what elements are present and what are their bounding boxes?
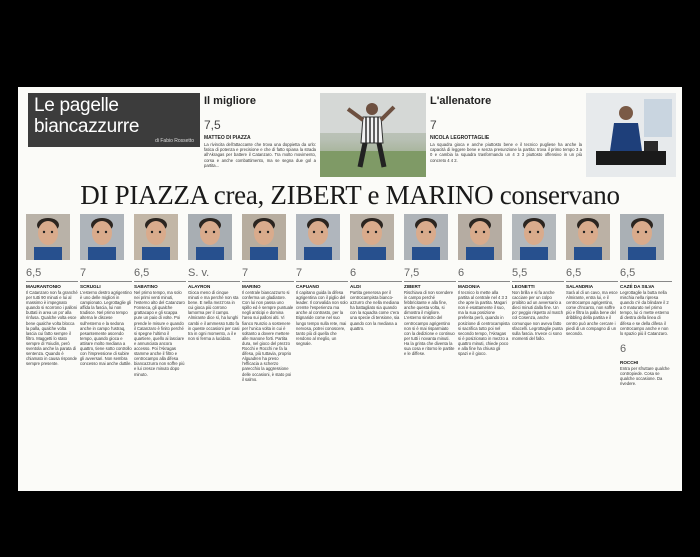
coach-at-press-conference-icon — [586, 93, 676, 177]
substitute-vote: 6 — [620, 342, 627, 355]
player-name: SALANDRIA — [566, 284, 594, 289]
divider — [188, 281, 240, 282]
player-column — [296, 214, 348, 346]
main-headline: DI PIAZZA crea, ZIBERT e MARINO conservano — [80, 180, 620, 210]
migliore-name: MATTEO DI PIAZZA — [204, 135, 251, 141]
player-name: CAPUANO — [296, 284, 320, 289]
player-portrait — [188, 214, 232, 260]
player-portrait — [404, 214, 448, 260]
divider — [242, 281, 294, 282]
player-face-icon — [26, 214, 70, 260]
allenatore-label: L'allenatore — [430, 95, 492, 107]
player-vote: 7,5 — [404, 267, 420, 279]
player-face-icon — [242, 214, 286, 260]
player-name: MADONIA — [458, 284, 480, 289]
player-column — [134, 214, 186, 377]
divider — [134, 281, 186, 282]
player-vote: 5,5 — [512, 267, 528, 279]
player-vote: 6,5 — [566, 267, 582, 279]
player-review: Sarà al di un cavo, ma esce Almirante, entra lui, e il centrocampo agrigentino, come d'incanto, non soffre più e filtra la palla bene del dribbling della partita e il centro può anche cercare i piedi di un compagno di un secondo. — [566, 290, 618, 336]
player-face-icon — [80, 214, 124, 260]
player-review: Il capitano guida la difesa agrigentina con il piglio del leader. Il convalida non solo cremte l'esperienza ma anche al contrasto, per la Bignaride come nel suo lungo tempo sulla rete, mai nervosa, potrei conoscere, tanto più di quella che rendono al meglio, un segnale. — [296, 290, 348, 346]
divider — [620, 281, 672, 282]
player-face-icon — [620, 214, 664, 260]
player-review: Il centrale biancazzurro si conferma un gladiatore. Con lui non passa uno spillo ed è sempre puntuale negli anticipi e domina l'area sui palloni alti. Vi fianco Nunzio a sostenere per l'unica volta in cui è soltanto a dovere mettere alle manone forti. Partita dura, nel gioco del prezzo Rocchi e Rocchi ne fa la difesa, più tuttavia, proprio Alguadren ha preso l'efficacia a scherzo parecchio la aggressione delle occasioni, è stato poi il salmo. — [242, 290, 294, 382]
player-name: MARINO — [242, 284, 261, 289]
player-review: Non brilla e si fa anche cacciare per un colpo proibito ad un avversario a dieci minuti dalla fine. Un po' peggio rispetto al match col Cosenza, anche comunque non aveva fatto sfaccelli. Legrottaglie punta sulla fascia. Invece ci sono momenti del fallo. — [512, 290, 564, 341]
divider — [566, 281, 618, 282]
player-column — [458, 214, 510, 356]
player-portrait — [512, 214, 556, 260]
player-name: MAURANTONIO — [26, 284, 61, 289]
player-vote: 7 — [80, 267, 87, 279]
player-review: L'esterno destro agrigentino è uno delle migliori in campionato. Legrottaglie gli affida la fascia, lui non tradisce. Nel primo tempo alterna le discese sull'esterno e la sedona anche in campo l'ustraq, pesantemente ascendo tempo, quando gioca e attirare molto mediana a quattro, tiene sotto controllo con l'impressione di subire gli avversari. Non sembra concesso mai anche duttile. — [80, 290, 132, 367]
player-column — [404, 214, 456, 356]
player-vote: 6 — [458, 267, 465, 279]
player-portrait — [134, 214, 178, 260]
player-review: Gioca meno di cinque minuti e ma perché non sta bene. E nella mezz'ora in cui gioca più corrono lamorma per il campo. Almirante dice sì, ha lunghi cambi e il ammesso tutto fa in queste occasioni per casi tra in ogni momento, a il e non si ferma a lucidato. — [188, 290, 240, 341]
player-column — [242, 214, 294, 382]
player-face-icon — [404, 214, 448, 260]
substitute-review: Entra per sfruttare qualche contropiede. Cosa se qualche occasione. Da rivedere. — [620, 365, 670, 387]
divider — [26, 281, 78, 282]
player-portrait — [242, 214, 286, 260]
player-review: Legrottaglie la butta nella mischia nella ripresa quando c'è da blindare il 2 a 0 maturato nel primo tempo, lui ci mette esterno di destra della linea di difesa e se della difesa il centrocampo anche e non lo spazio più il Catanzaro. — [620, 290, 670, 336]
player-vote: 6,5 — [620, 267, 636, 279]
player-name: CAZÉ DA SILVA — [620, 284, 655, 289]
player-review: Nel primo tempo, ma solo nei primi venti minuti, l'esterno alto del Catanzaro Fonseca, gli qualche grattacapo e gli scappa pure un paio di volte. Poi prende le misure e quando il Catanzaro è finito perché si spegne l'ultimo il quartiere, quello ai lasciare e annunciata ancora accesso. Poi l'Akragas stamme anche il filtro e centrocampo alla difesa biancazzurra non soffre più e lui cresce minuto dopo minuto. — [134, 290, 185, 377]
player-face-icon — [296, 214, 340, 260]
divider — [404, 281, 456, 282]
allenatore-vote: 7 — [430, 118, 437, 132]
player-column — [26, 214, 78, 366]
divider — [512, 281, 564, 282]
player-portrait — [350, 214, 394, 260]
player-vote: 6 — [350, 267, 357, 279]
player-column — [188, 214, 240, 341]
migliore-text: La rivincita dell'attaccante che trova una doppietta da urlo: fatica di potenza e precisione e che di fatto spiana la strada all'Akragas per battere il Catanzaro. Tra molto movimento, corsa e anche combattimento, ma se segna due gol a partita... — [204, 142, 316, 168]
player-face-icon — [458, 214, 502, 260]
player-vote: 7 — [296, 267, 303, 279]
section-title-box — [28, 93, 200, 147]
divider — [80, 281, 132, 282]
player-portrait — [80, 214, 124, 260]
player-column — [80, 214, 132, 366]
allenatore-text: La squadra gioca e anche piuttosto bene e il tecnico pugliese ha anche la capacità di leggere bene e senza presunzione la partita: trova il primo tempo 3 a 0 e cambia la squadra trasformando un 4 3 3 piuttosto offensivo in un più concreto 4 4 2. — [430, 142, 582, 163]
player-review: Il tecnico lo mette alla partita al centrale nel 4 3 3 che apre la partita. Magari non è esattamente il suo, ma la sua posizione preferita però, quando in posizione di centrocampista si sacrifica tutto poi nel secondo tempo, l'Akragas si è posizionato in mezzo a quattro minuti, chiede poco e alla fine ha chiuso gli spazi e il gioco. — [458, 290, 510, 357]
player-name: ZIBERT — [404, 284, 421, 289]
player-review: Rischiava di non scendere in campo perché febbricitante e alla fine, anche questa volta, si dimostra il migliore. L'esterno sinistro del centrocampo agrigentino non si è mai risparmiato con la dedizione e continuo per tutti i novanta minuti. Ha la grinta che diventa la sua cosa e ritorno le partite e le diffese. — [404, 290, 455, 357]
player-name: SABATINO — [134, 284, 158, 289]
player-portrait — [566, 214, 610, 260]
author-byline: di Fabio Rossetto — [155, 138, 194, 144]
player-column — [350, 214, 402, 331]
player-vote: S. v. — [188, 267, 210, 279]
newspaper-page — [18, 87, 682, 491]
player-face-icon — [188, 214, 232, 260]
migliore-photo — [320, 93, 426, 177]
section-title: Le pagelle biancazzurre — [34, 95, 140, 137]
divider — [296, 281, 348, 282]
player-column — [566, 214, 618, 336]
migliore-label: Il migliore — [204, 95, 256, 107]
player-review: Partita generosa per il centrocampista bianco-azzurro che nella mediana ha battagliato sia quando con la squadra come c'era una specie di tensione, sia quando con la mediana a quattro. — [350, 290, 400, 331]
player-face-icon — [350, 214, 394, 260]
substitute-name: ROCCHI — [620, 359, 639, 365]
player-name: ALDI — [350, 284, 361, 289]
player-review: Il Catanzaro non fa granché per tutti 90 minuti e lui al massimo è impegnato quando si scorrono i palloni buttati in area un po' alla rinfusa. Qualche volta esce bene qualche volta blocca la palla, qualche volta lascia cui fatto sempre il filtro. Maggetti lo stato sempre di Yoiudin, però sventola anche la parata di sentenza. Quando è chiamato in causa risponde sempre presente. — [26, 290, 78, 367]
player-portrait — [458, 214, 502, 260]
celebrating-player-icon — [320, 93, 426, 177]
player-portrait — [296, 214, 340, 260]
player-name: ALAYRON — [188, 284, 211, 289]
player-face-icon — [134, 214, 178, 260]
player-name: LEONETTI — [512, 284, 535, 289]
player-vote: 6,5 — [26, 267, 42, 279]
player-face-icon — [566, 214, 610, 260]
allenatore-photo — [586, 93, 676, 177]
divider — [350, 281, 402, 282]
migliore-vote: 7,5 — [204, 118, 221, 132]
player-face-icon — [512, 214, 556, 260]
allenatore-name: NICOLA LEGROTTAGLIE — [430, 135, 490, 141]
player-column — [512, 214, 564, 341]
player-vote: 7 — [242, 267, 249, 279]
player-portrait — [26, 214, 70, 260]
player-portrait — [620, 214, 664, 260]
player-name: SCRUGLI — [80, 284, 101, 289]
top-section — [18, 87, 682, 177]
divider — [458, 281, 510, 282]
player-vote: 6,5 — [134, 267, 150, 279]
player-column — [620, 214, 672, 386]
